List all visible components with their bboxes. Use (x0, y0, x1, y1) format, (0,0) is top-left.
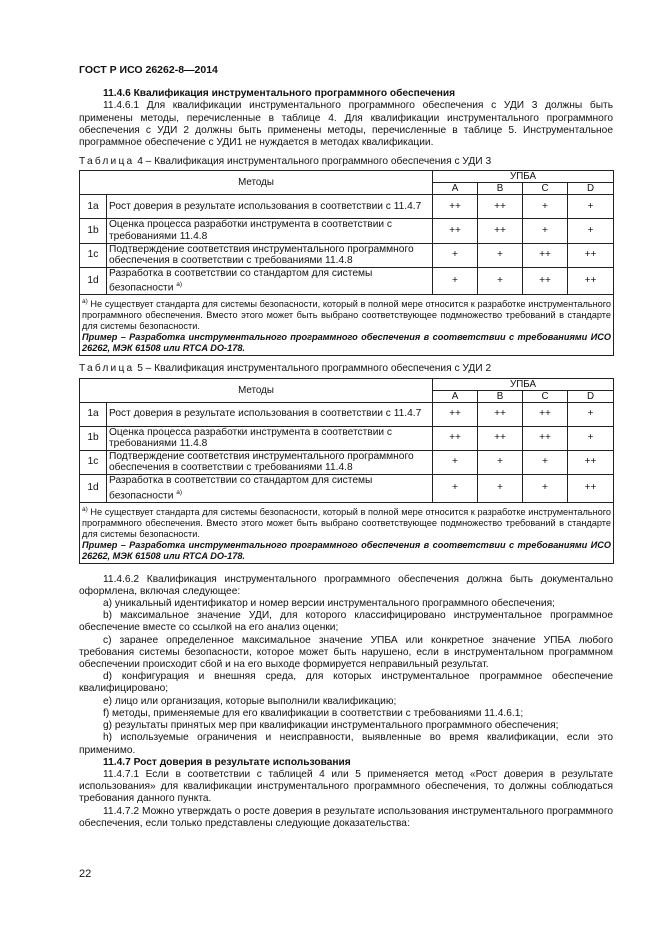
footnote-ref: а) (176, 281, 183, 289)
method-cell (107, 426, 433, 450)
table-5-caption-word: Таблица (79, 363, 135, 375)
footnote-marker: а) (82, 298, 88, 306)
method-cell (107, 402, 433, 426)
method-text: Разработка в соответствии со стандартом для системы безопасности (109, 475, 373, 501)
mark-cell: ++ (433, 195, 478, 219)
table-5-caption-text: 5 – Квалификация инструментального программного обеспечения с УДИ 2 (137, 363, 492, 375)
table-5-col-header: B (478, 390, 523, 402)
mark-cell: ++ (523, 243, 568, 267)
mark-cell: ++ (478, 219, 523, 243)
footnote-text: Не существует стандарта для системы безопасности, который в полной мере относится к разработке инструментального программного обеспечения. Вместо этого может быть выбрано соответствующее подмножество требований в стандарте для системы безопасности. (82, 506, 612, 539)
footnote-example: Пример – Разработка инструментального программного обеспечения в соответствии с требованиями ИСО 26262, МЭК 61508 или RTCA DO-178. (82, 539, 612, 561)
mark-cell: ++ (433, 219, 478, 243)
paragraph-11-4-7-1: 11.4.7.1 Если в соответствии с таблицей 4 или 5 применяется метод «Рост доверия в результате использования» для квалификации инструментального программного обеспечения, то должны соблюдаться требования данного пункта. (79, 768, 613, 805)
method-text: Оценка процесса разработки инструмента в соответствии с требованиями 11.4.8 (109, 219, 392, 243)
table-5-col-header: C (523, 390, 568, 402)
mark-cell: ++ (523, 402, 568, 426)
table-4-col-header: C (523, 183, 568, 195)
mark-cell: + (478, 267, 523, 295)
mark-cell: ++ (568, 267, 614, 295)
table-row (80, 219, 614, 243)
table-4-footnote (80, 295, 614, 356)
mark-cell: + (433, 450, 478, 474)
table-4 (79, 170, 614, 356)
table-row (80, 195, 614, 219)
row-id: 1b (80, 219, 107, 243)
table-4-caption-text: 4 – Квалификация инструментального программного обеспечения с УДИ 3 (137, 156, 492, 168)
table-row (80, 475, 614, 503)
method-text: Подтверждение соответствия инструментального программного обеспечения в соответствии с требованиями 11.4.8 (109, 450, 414, 474)
mark-cell: ++ (568, 450, 614, 474)
table-4-methods-header: Методы (80, 171, 433, 195)
mark-cell: + (568, 402, 614, 426)
footnote-example: Пример – Разработка инструментального программного обеспечения в соответствии с требованиями ИСО 26262, МЭК 61508 или RTCA DO-178. (82, 332, 612, 354)
method-text: Оценка процесса разработки инструмента в соответствии с требованиями 11.4.8 (109, 426, 392, 450)
list-item: e) лицо или организация, которые выполнили квалификацию; (103, 695, 397, 707)
table-4-col-header: A (433, 183, 478, 195)
mark-cell: ++ (523, 267, 568, 295)
mark-cell: + (523, 195, 568, 219)
section-title-11-4-6: 11.4.6 Квалификация инструментального программного обеспечения (103, 88, 456, 100)
row-id: 1a (80, 402, 107, 426)
mark-cell: + (523, 450, 568, 474)
table-row (80, 402, 614, 426)
list-item: h) используемые ограничения и неисправности, выявленные во время квалификации, если это применимо. (79, 732, 613, 756)
footnote-ref: а) (176, 488, 183, 496)
document-page (79, 64, 613, 830)
method-cell (107, 450, 433, 474)
mark-cell: + (433, 243, 478, 267)
table-row (80, 426, 614, 450)
row-id: 1d (80, 475, 107, 503)
table-4-caption (79, 156, 613, 168)
mark-cell: ++ (478, 426, 523, 450)
method-cell (107, 195, 433, 219)
mark-cell: + (478, 450, 523, 474)
page-number: 22 (79, 868, 92, 880)
table-5-methods-header: Методы (80, 378, 433, 402)
table-row (80, 450, 614, 474)
paragraph-11-4-6-2: 11.4.6.2 Квалификация инструментального программного обеспечения должна быть документально оформлена, включая следующее: (79, 573, 613, 597)
row-id: 1b (80, 426, 107, 450)
table-4-col-header: B (478, 183, 523, 195)
row-id: 1c (80, 450, 107, 474)
footnote-marker: а) (82, 505, 88, 513)
mark-cell: + (478, 243, 523, 267)
table-5-group-header: УПБА (433, 378, 614, 390)
paragraph-11-4-6-1: 11.4.6.1 Для квалификации инструментального программного обеспечения с УДИ 3 должны быть применены методы, перечисленные в таблице 4. Для квалификации инструментального программного обеспечения с УДИ 2 должны быть применены методы, перечисленные в таблице 5. Инструментальное программное обеспечение с УДИ1 не нуждается в методах квалификации. (79, 100, 613, 149)
mark-cell: + (523, 475, 568, 503)
table-4-caption-word: Таблица (79, 156, 135, 168)
section-title-11-4-7: 11.4.7 Рост доверия в результате использования (103, 756, 351, 768)
mark-cell: ++ (433, 426, 478, 450)
list-item: g) результаты принятых мер при квалификации инструментального программного обеспечения; (103, 720, 559, 732)
method-cell (107, 475, 433, 503)
list-item: c) заранее определенное максимальное значение УПБА или конкретное значение УПБА любого требования системы безопасности, которое может быть нарушено, если в инструментальном программном обеспечении происходит сбой и на его выходе формируется неправильный результат. (79, 634, 613, 671)
list-item: d) конфигурация и внешняя среда, для которых инструментальное программное обеспечение квалифицировано; (79, 671, 613, 695)
method-cell (107, 243, 433, 267)
mark-cell: + (568, 195, 614, 219)
table-5-col-header: D (568, 390, 614, 402)
mark-cell: ++ (478, 195, 523, 219)
table-row (80, 243, 614, 267)
table-5-col-header: A (433, 390, 478, 402)
row-id: 1d (80, 267, 107, 295)
mark-cell: + (433, 475, 478, 503)
list-item: a) уникальный идентификатор и номер версии инструментального программного обеспечения; (103, 598, 555, 610)
mark-cell: + (478, 475, 523, 503)
method-cell (107, 267, 433, 295)
mark-cell: ++ (523, 426, 568, 450)
method-text: Разработка в соответствии со стандартом для системы безопасности (109, 267, 373, 294)
table-5-caption (79, 363, 613, 375)
row-id: 1a (80, 195, 107, 219)
mark-cell: ++ (478, 402, 523, 426)
method-text: Подтверждение соответствия инструментального программного обеспечения в соответствии с требованиями 11.4.8 (109, 243, 414, 267)
table-4-col-header: D (568, 183, 614, 195)
mark-cell: + (568, 219, 614, 243)
list-item: b) максимальное значение УДИ, для которого классифицировано инструментальное программное обеспечение вместе со ссылкой на его анализ оценки; (79, 610, 613, 634)
paragraph-11-4-7-2: 11.4.7.2 Можно утверждать о росте доверия в результате использования инструментального программного обеспечения, если только представлены следующие доказательства: (79, 805, 613, 829)
footnote-text: Не существует стандарта для системы безопасности, который в полной мере относится к разработке инструментального программного обеспечения. Вместо этого может быть выбрано соответствующее подмножество требований в стандарте для системы безопасности. (82, 299, 612, 332)
list-item: f) методы, применяемые для его квалификации в соответствии с требованиями 11.4.6.1; (103, 707, 524, 719)
document-header: ГОСТ Р ИСО 26262-8—2014 (79, 64, 218, 76)
method-cell (107, 219, 433, 243)
method-text: Рост доверия в результате использования в соответствии с 11.4.7 (109, 201, 422, 213)
mark-cell: + (433, 267, 478, 295)
mark-cell: + (523, 219, 568, 243)
table-4-group-header: УПБА (433, 171, 614, 183)
method-text: Рост доверия в результате использования в соответствии с 11.4.7 (109, 408, 422, 420)
mark-cell: ++ (568, 475, 614, 503)
table-5-footnote (80, 502, 614, 563)
table-5 (79, 378, 614, 564)
table-row (80, 267, 614, 295)
mark-cell: ++ (433, 402, 478, 426)
mark-cell: ++ (568, 243, 614, 267)
mark-cell: + (568, 426, 614, 450)
row-id: 1c (80, 243, 107, 267)
